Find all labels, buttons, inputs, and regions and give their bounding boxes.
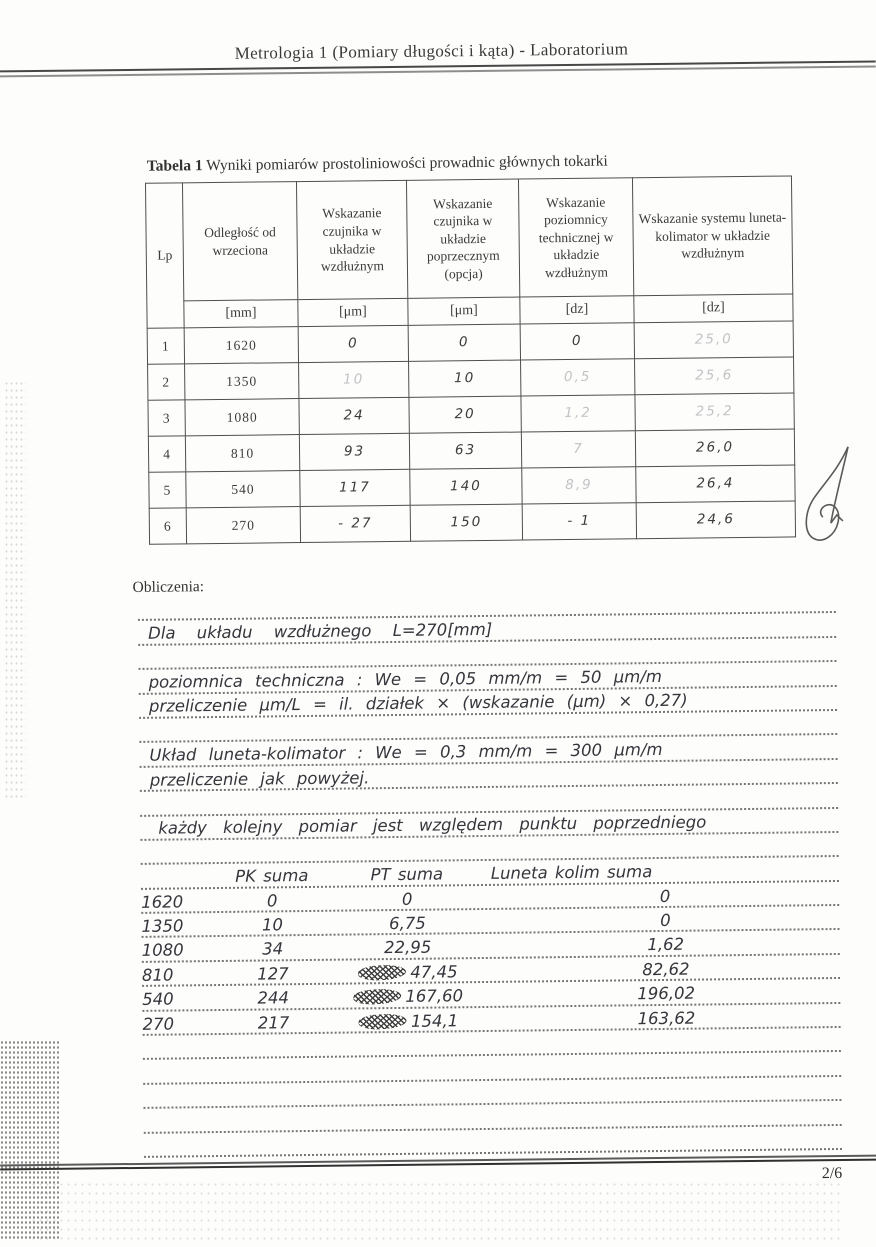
sums-header-luneta: Luneta kolim suma	[490, 862, 653, 884]
calculations-label: Obliczenia:	[132, 578, 205, 596]
cell-level: - 1	[522, 503, 636, 540]
cell-sensor-long: 10	[299, 361, 409, 398]
unit-um-2: [μm]	[408, 297, 520, 325]
scribbled-out-value	[358, 963, 407, 981]
col-header-lp: Lp	[145, 183, 184, 328]
col-header-sensor-longitudinal: Wskazanie czujnika w układzie wzdłużnym	[296, 180, 407, 299]
col-header-level: Wskazanie poziomnicy technicznej w układzie wzdłużnym	[518, 178, 633, 297]
calc-line-longitudinal: Dla układu wzdłużnego L=270[mm]	[147, 620, 493, 644]
cell-level: 0,5	[521, 359, 635, 396]
table-title-rest: Wyniki pomiarów prostoliniowości prowadnic głównych tokarki	[202, 152, 608, 175]
sums-pk: 0	[266, 890, 278, 911]
table-header-row	[145, 176, 792, 301]
cell-distance: 1080	[185, 399, 299, 436]
sums-luneta: 0	[660, 910, 671, 930]
cell-sensor-long: 117	[300, 469, 410, 506]
cell-distance: 270	[186, 507, 300, 544]
sums-pt: 22,95	[383, 937, 432, 958]
cell-lp: 1	[147, 328, 184, 364]
sums-pk: 127	[257, 963, 289, 984]
sums-pt-value: 154,1	[410, 1010, 459, 1031]
cell-lp: 6	[149, 508, 186, 544]
cell-collimator: 26,0	[635, 429, 794, 467]
cell-sensor-trans: 140	[410, 468, 522, 505]
unit-um-1: [μm]	[298, 298, 408, 326]
sums-distance: 1620	[141, 891, 184, 912]
cell-sensor-long: 24	[299, 397, 409, 434]
cell-sensor-long: - 27	[300, 505, 410, 542]
cell-distance: 1620	[184, 327, 298, 364]
cell-collimator: 26,4	[636, 465, 795, 503]
cell-lp: 2	[148, 364, 185, 400]
cell-distance: 1350	[185, 363, 299, 400]
unit-dz-2: [dz]	[634, 294, 793, 323]
cell-sensor-trans: 63	[409, 432, 521, 469]
sums-luneta: 196,02	[637, 983, 696, 1004]
calc-line-collimator: Układ luneta-kolimator : We = 0,3 mm/m = 300 μm/m	[149, 740, 663, 766]
cell-collimator: 25,0	[634, 321, 793, 359]
cell-sensor-long: 0	[298, 325, 408, 362]
cell-sensor-trans: 0	[408, 324, 520, 361]
col-header-collimator: Wskazanie systemu luneta-kolimator w układzie wzdłużnym	[632, 176, 792, 296]
unit-dz-1: [dz]	[520, 296, 634, 324]
sums-luneta: 163,62	[637, 1008, 696, 1028]
cell-sensor-trans: 20	[409, 396, 521, 433]
measurement-table	[145, 175, 796, 544]
cell-distance: 540	[186, 471, 300, 508]
calc-line-conversion-same: przeliczenie jak powyżej.	[149, 767, 370, 790]
calculations-area	[138, 589, 842, 1158]
scribbled-out-value	[353, 988, 402, 1006]
sums-pt: 0	[401, 889, 413, 909]
cell-level: 8,9	[522, 467, 636, 504]
table-row	[149, 501, 795, 544]
sums-header-pk: PK suma	[235, 866, 309, 887]
cell-sensor-long: 93	[299, 433, 409, 470]
page-number: 2/6	[821, 1164, 843, 1183]
sums-pk: 244	[257, 988, 290, 1008]
sums-distance: 810	[141, 965, 174, 985]
cell-level: 1,2	[521, 395, 635, 432]
sums-luneta: 0	[659, 886, 671, 906]
table-title-prefix: Tabela 1	[146, 157, 203, 175]
sums-pt-value: 167,60	[405, 986, 464, 1007]
sums-pt	[324, 988, 492, 1007]
sums-luneta: 1,62	[647, 935, 685, 955]
table-title	[147, 153, 608, 176]
scribbled-out-value	[358, 1012, 407, 1030]
cell-lp: 4	[148, 436, 185, 472]
sums-pk: 34	[262, 939, 284, 959]
page-title: Metrologia 1 (Pomiary długości i kąta) - Laboratorium	[234, 39, 629, 63]
col-header-sensor-transverse: Wskazanie czujnika w układzie poprzecznym (opcja)	[406, 179, 519, 298]
footer-divider	[0, 1154, 876, 1170]
calc-line-note: każdy kolejny pomiar jest względem punktu poprzedniego	[158, 812, 707, 839]
cell-lp: 5	[149, 472, 186, 508]
cell-collimator: 25,2	[635, 393, 794, 431]
cell-sensor-trans: 10	[409, 360, 521, 397]
signature-mark	[790, 443, 863, 554]
sums-distance: 270	[142, 1014, 175, 1034]
cell-lp: 3	[148, 400, 185, 436]
cell-level: 0	[520, 323, 634, 360]
sums-luneta: 82,62	[642, 959, 690, 979]
unit-mm: [mm]	[184, 300, 298, 328]
calc-line-level: poziomnica techniczna : We = 0,05 mm/m = 50 μm/m	[148, 667, 663, 692]
cell-distance: 810	[185, 435, 299, 472]
sums-pk: 10	[261, 915, 284, 935]
sums-header-pt: PT suma	[370, 864, 444, 885]
cell-collimator: 24,6	[636, 501, 795, 539]
sums-pk: 217	[257, 1012, 290, 1033]
sums-pt	[324, 1012, 492, 1031]
sums-distance: 1080	[141, 940, 184, 961]
cell-collimator: 25,6	[635, 357, 794, 395]
sums-distance: 1350	[141, 916, 184, 936]
cell-sensor-trans: 150	[410, 504, 522, 541]
sums-distance: 540	[142, 989, 174, 1010]
sums-pt-value: 47,45	[410, 962, 458, 982]
sums-pt	[324, 964, 492, 983]
col-header-distance: Odległość od wrzeciona	[182, 182, 297, 301]
cell-level: 7	[521, 431, 635, 468]
sums-header-spacer	[141, 886, 221, 888]
calc-line-conversion: przeliczenie μm/L = il. działek × (wskazanie (μm) × 0,27)	[148, 691, 688, 717]
sums-pt: 6,75	[388, 913, 426, 934]
